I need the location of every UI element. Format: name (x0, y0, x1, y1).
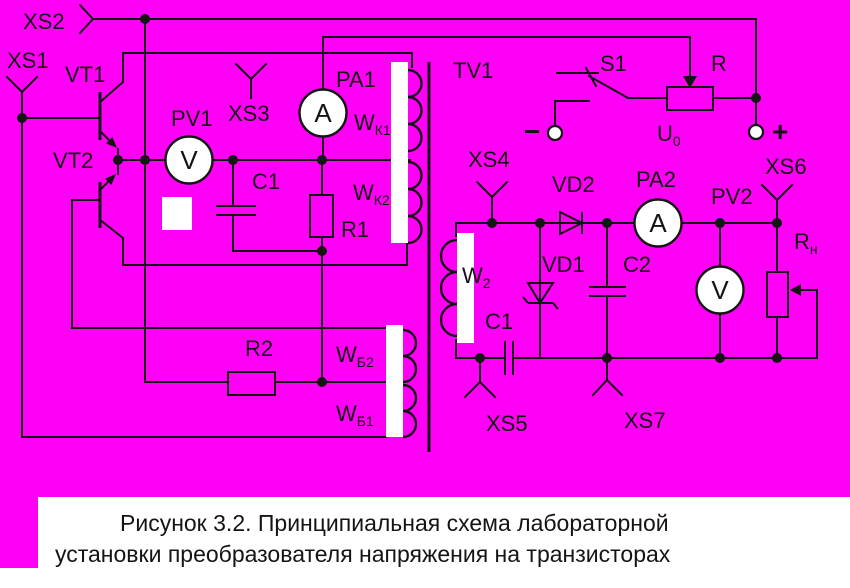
label-vt1: VT1 (65, 62, 106, 87)
pa1-letter: A (314, 98, 332, 128)
white-patch (162, 197, 192, 230)
caption-line-2: установки преобразователя напряжения на транзисторах (55, 541, 671, 567)
label-wb2: $W_{Б2}$ (336, 342, 374, 370)
minus-terminal-icon (548, 126, 562, 140)
plus-sign: + (772, 116, 789, 147)
label-xs4: XS4 (468, 147, 510, 172)
resistor-r1 (310, 195, 333, 237)
label-xs1: XS1 (7, 48, 49, 73)
minus-sign: − (524, 116, 541, 147)
label-pa1: PA1 (336, 67, 376, 92)
transformer-tv1 (386, 62, 474, 452)
label-c1-secondary: C1 (485, 309, 514, 334)
winding-wb1-coil-icon (403, 385, 416, 437)
winding-wk-body (391, 62, 408, 243)
label-r2: R2 (245, 336, 274, 361)
label-pa2: PA2 (636, 167, 676, 192)
caption-corner-patch (0, 568, 38, 588)
winding-wb-body (386, 325, 403, 437)
label-xs5: XS5 (486, 411, 528, 436)
pv1-letter: V (180, 145, 198, 175)
label-rn: $R_н$ (794, 229, 818, 257)
potentiometer-r (667, 87, 713, 110)
pv2-letter: V (711, 275, 729, 305)
label-pv1: PV1 (171, 106, 213, 131)
winding-wk2-coil-icon (408, 162, 422, 243)
vt2-legs (99, 176, 123, 238)
label-r1: R1 (341, 217, 370, 242)
winding-wb2-coil-icon (403, 330, 416, 382)
label-u0: $U_0$ (657, 121, 681, 149)
figure-caption (38, 497, 850, 588)
label-vt2: VT2 (53, 148, 94, 173)
label-c1-primary: C1 (252, 169, 281, 194)
resistor-r2 (228, 372, 275, 395)
label-c2: C2 (623, 252, 652, 277)
label-xs2: XS2 (23, 9, 65, 34)
pa2-letter: A (649, 208, 667, 238)
transistor-vt1 (99, 82, 123, 148)
label-xs3: XS3 (228, 101, 270, 126)
label-wk2: $W_{К2}$ (353, 180, 390, 208)
plus-terminal-icon (749, 125, 763, 139)
label-vd2: VD2 (552, 172, 595, 197)
label-xs6: XS6 (765, 154, 807, 179)
label-wb1: $W_{Б1}$ (336, 401, 374, 429)
winding-w2-coil-icon (441, 240, 457, 336)
caption-line-1: Рисунок 3.2. Принципиальная схема лабораторной (120, 510, 669, 536)
label-tv1: TV1 (453, 58, 494, 83)
label-xs7: XS7 (624, 408, 666, 433)
label-w2: $W_2$ (462, 263, 491, 291)
transistor-vt2 (99, 174, 123, 238)
load-rheostat-rn (767, 272, 788, 317)
rheostat-wiper-arrow-icon (790, 284, 801, 296)
winding-wk1-coil-icon (408, 70, 422, 151)
label-s1: S1 (600, 51, 627, 76)
label-r: R (711, 51, 727, 76)
label-pv2: PV2 (711, 184, 753, 209)
label-vd1: VD1 (542, 252, 585, 277)
vt1-legs (99, 82, 123, 146)
wires (22, 19, 817, 437)
winding-w2-body (457, 233, 474, 343)
label-wk1: $W_{К1}$ (354, 110, 391, 138)
